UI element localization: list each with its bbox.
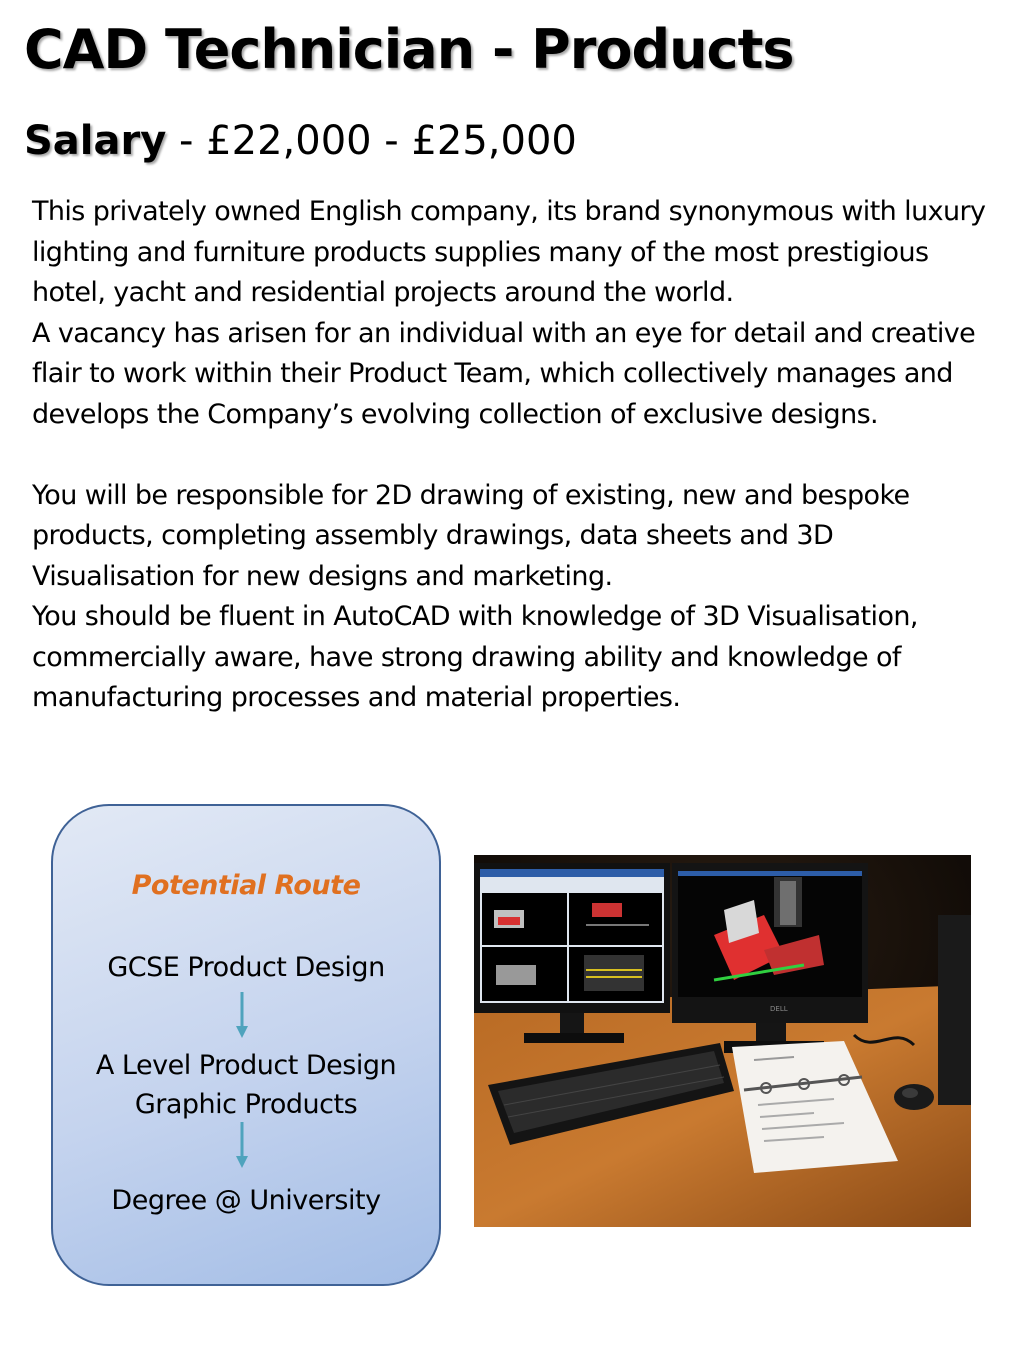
route-step-gcse: GCSE Product Design bbox=[107, 952, 385, 983]
potential-route-box bbox=[51, 804, 441, 1286]
arrow-down-icon bbox=[234, 992, 250, 1040]
route-step-degree: Degree @ University bbox=[111, 1185, 381, 1216]
company-paragraph: This privately owned English company, its brand synonymous with luxury lighting and furniture products supplies many of the most prestigious hotel, yacht and residential projects around the world. bbox=[32, 196, 986, 308]
salary-line bbox=[24, 118, 577, 164]
route-title: Potential Route bbox=[131, 870, 361, 901]
monitor-brand: DELL bbox=[770, 1005, 788, 1013]
requirements-paragraph: You should be fluent in AutoCAD with knowledge of 3D Visualisation, commercially aware, have strong drawing ability and knowledge of manufacturing processes and material properties. bbox=[32, 601, 918, 713]
paragraph-gap bbox=[32, 435, 1002, 476]
salary-range: - £22,000 - £25,000 bbox=[166, 118, 577, 164]
salary-label: Salary bbox=[24, 118, 167, 164]
workstation-illustration bbox=[474, 855, 971, 1227]
arrow-down-icon bbox=[234, 1122, 250, 1170]
responsibilities-paragraph: You will be responsible for 2D drawing of existing, new and bespoke products, completing assembly drawings, data sheets and 3D Visualisation for new designs and marketing. bbox=[32, 479, 910, 592]
route-step-a-level: A Level Product Design Graphic Products bbox=[95, 1050, 397, 1120]
page-title: CAD Technician - Products bbox=[24, 18, 794, 81]
job-description bbox=[32, 192, 1002, 719]
cad-workstation-photo bbox=[474, 855, 971, 1227]
vacancy-paragraph: A vacancy has arisen for an individual with an eye for detail and creative flair to work within their Product Team, which collectively manages and develops the Company’s evolving collection of exclusive designs. bbox=[32, 317, 976, 430]
